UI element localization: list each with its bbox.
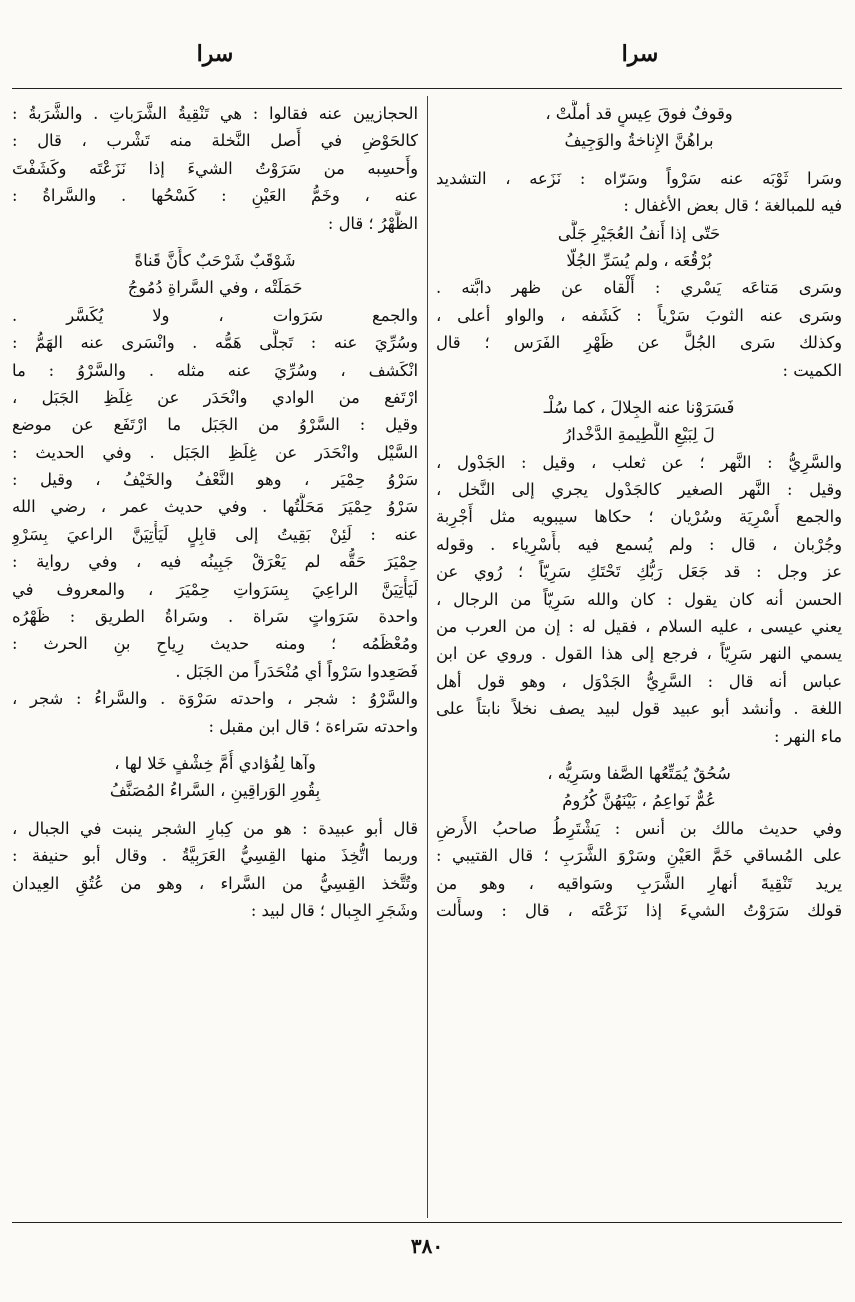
text-line: والسَّرِيُّ : النَّهر ؛ عن ثعلب ، وقيل : الجَدْول ، [436, 452, 842, 472]
verse-line: وآها لِفُؤادي أُمَّ خِشْفٍ خَلا لها ، [114, 753, 316, 773]
spacer [436, 155, 842, 165]
text-line: الحسن أنه كان يقول : كان والله سَرِيّاً من الرجال ، [436, 589, 842, 609]
text-line: فَصَعِدوا سَرْواً أي مُنْحَدَراً من الجَبَل . [175, 661, 418, 681]
left-running-header: سرا [196, 41, 234, 67]
text-line: الكميت : [782, 360, 842, 380]
text-line: يعني عيسى ، عليه السلام ، فقيل له : إن من العرب من [436, 617, 842, 637]
text-line: ارْتَفع من الوادي وانْحَدَر عن غِلَظِ الجَبَل ، [12, 387, 418, 407]
text-line: والجمع سَرَوات ، ولا يُكَسَّر . [12, 305, 418, 325]
text-line: وسُرِّيَ عنه : تَجلَّى هَمُّه . وانْسَرى عنه الهَمُّ : [12, 333, 418, 353]
verse-line: سُحُقٌ يُمَتِّعُها الصَّفا وسَرِيُّه ، [547, 763, 731, 783]
verse-line: وقوفٌ فوقَ عِيسٍ قد أملَّتْ ، [545, 104, 733, 123]
verse-line: فَسَرَوْنا عنه الجِلالَ ، كما سُلْـ [543, 397, 735, 417]
text-line: يسمي النهر سَرِيّاً ، فرجع إلى هذا القول . وروي عن ابن [436, 644, 842, 664]
verse-line: لَ لِبَيْعِ اللَّطِيمةِ الدَّخْدارُ [563, 425, 715, 445]
text-line: وسَرا ثَوْبَه عنه سَرْواً وسَرّاه : نَزَعه ، التشديد [436, 168, 842, 188]
spacer [436, 750, 842, 760]
text-line: كالحَوْضِ في أَصل النَّخلة منه تَشْرب ، قال : [12, 131, 418, 151]
right-running-header: سرا [621, 41, 659, 67]
text-line: واحدته سَراءة ؛ قال ابن مقبل : [208, 716, 418, 736]
text-line: عباس أنه قال : السَّرِيُّ الجَدْوَل ، وهو قول أهل [436, 671, 842, 691]
text-line: وسَرى مَتاعَه يَسْري : أَلْقاه عن ظهر دابَّته . [436, 278, 842, 298]
text-line: وفي حديث مالك بن أنس : يَشْتَرِطُ صاحبُ الأَرضِ [436, 818, 842, 838]
text-line: الحجازيين عنه فقالوا : هي تَنْقِيةُ الشَّرَباتِ . والشَّرَبةُ : [12, 104, 418, 123]
verse-line: حَتّى إذا أَنفُ العُجَيْرِ جَلَّى [557, 223, 721, 243]
text-line: يريد تَنْقِيةَ أنهارِ الشَّرَبِ وسَواقيه ، وهو من [436, 873, 842, 893]
bottom-rule [12, 1222, 842, 1223]
text-line: عنه ، وخَمُّ العَيْنِ : كَسْحُها . والسَّراةُ : [12, 186, 418, 206]
text-line: وشَجَرِ الجِبال ؛ قال لبيد : [250, 900, 418, 920]
verse-line: شَوْقَبٌ شَرْحَبٌ كأَنَّ قَناةً [134, 250, 296, 270]
text-line: ومُعْظَمُه ؛ ومنه حديث رِياحِ بنِ الحرث : [12, 634, 418, 654]
spacer [436, 384, 842, 394]
text-line: وكذلك سَرى الجُلَّ عن ظَهْرِ الفَرَس ؛ قال [436, 333, 842, 353]
text-line: السَّيْل وانْحَدَر عن غِلَظِ الجَبَل . وفي الحديث : [12, 442, 418, 462]
text-line: وقيل : النَّهر الصغير كالجَدْول يجري إلى النَّخل ، [436, 480, 842, 500]
text-line: وسَرى عنه الثوبَ سَرْياً : كَشَفه ، والواو أعلى ، [436, 305, 842, 325]
text-line: والسَّرْوُ : شجر ، واحدته سَرْوَة . والسَّراءُ : شجر ، [12, 689, 418, 709]
spacer [12, 237, 418, 247]
verse-line: بِقُورِ الوَراقِينِ ، السَّراءُ المُصَنَّفُ [109, 781, 321, 801]
verse-line: حَمَلَتْه ، وفي السَّراةِ دُمُوجُ [127, 278, 303, 298]
top-rule [12, 88, 842, 89]
text-line: عز وجل : قد جَعَل رَبُّكِ تَحْتَكِ سَرِيّاً ؛ رُوي عن [436, 562, 842, 582]
text-line: انْكَشف ، وسُرِّيَ عنه مثله . والسَّرْوُ : ما [12, 360, 418, 380]
text-line: وتُتَّخذ القِسِيُّ من السَّراء ، وهو من عُتُقِ العِيدان [12, 873, 418, 893]
spacer [12, 805, 418, 815]
text-line: فيه للمبالغة ؛ قال بعض الأغفال : [623, 196, 842, 216]
text-line: على المُساقي خَمَّ العَيْنِ وسَرْوَ الشَّرَبِ ؛ قال القتيبي : [436, 846, 842, 866]
text-line: واحدة سَرَواتٍ سَراة . وسَراةُ الطريق : ظَهْرُه [12, 607, 418, 627]
text-line: سَرْوُ حِمْيَرَ مَحَلَّتُها . وفي حديث عمر ، رضي الله [12, 497, 418, 517]
left-column [12, 100, 418, 924]
verse-line: عُمٌّ نَواعِمُ ، بَيْنَهُنَّ كُرُومُ [562, 791, 716, 811]
spacer [12, 740, 418, 750]
text-line: قال أبو عبيدة : هو من كِبارِ الشجر ينبت في الجبال ، [12, 818, 418, 838]
verse-line: براهُنَّ الإِناخةُ والوَجِيفُ [564, 131, 714, 151]
text-line: لَيَأْتِيَنَّ الراعِيَ بِسَرَواتِ حِمْيَرَ ، والمعروف في [12, 579, 418, 599]
text-line: وجُرْبان ، قال : ولم يُسمع فيه بأَسْرِياء . وقوله [436, 534, 842, 554]
text-line: سَرْوُ حِمْيَر ، وهو النَّعْفُ والخَيْفُ ، وقيل : [12, 470, 418, 490]
column-separator [427, 96, 428, 1218]
text-line: عنه : لَئِنْ بَقِيتُ إلى قابِلٍ لَيَأْتِيَنَّ الراعيَ بِسَرْوِ [12, 524, 418, 544]
text-line: حِمْيَرَ حَقُّه لم يَعْرَقْ جَبِينُه فيه ، وفي رواية : [12, 552, 418, 572]
text-line: وربما اتُّخِذَ منها القِسِيُّ العَرَبِيَّةُ . وقال أبو حنيفة : [12, 846, 418, 866]
verse-line: بُرْقُعَه ، ولم يُسَرِّ الجُلّا [566, 250, 712, 270]
text-line: قولك سَرَوْتُ الشيءَ إذا نَزَعْتَه ، قال : وسأَلت [436, 900, 842, 920]
text-line: الظَّهْرُ ؛ قال : [327, 213, 418, 233]
text-line: وأَحسِبه من سَرَوْتُ الشيءَ إذا نَزَعْتَه وكَشَفْتَ [12, 158, 418, 178]
text-line: والجمع أَسْرِيَة وسُرْيان ؛ حكاها سيبويه مثل أَجْرِبة [436, 507, 842, 527]
text-line: ماء النهر : [773, 726, 842, 746]
page-number: ٣٨٠ [410, 1234, 444, 1258]
text-line: وقيل : السَّرْوُ من الجَبَل ما ارْتَفَع عن موضع [12, 415, 418, 435]
text-line: اللغة . وأنشد أبو عبيد قول لبيد يصف نخلاً نابتاً على [436, 699, 842, 719]
right-column [436, 100, 842, 924]
